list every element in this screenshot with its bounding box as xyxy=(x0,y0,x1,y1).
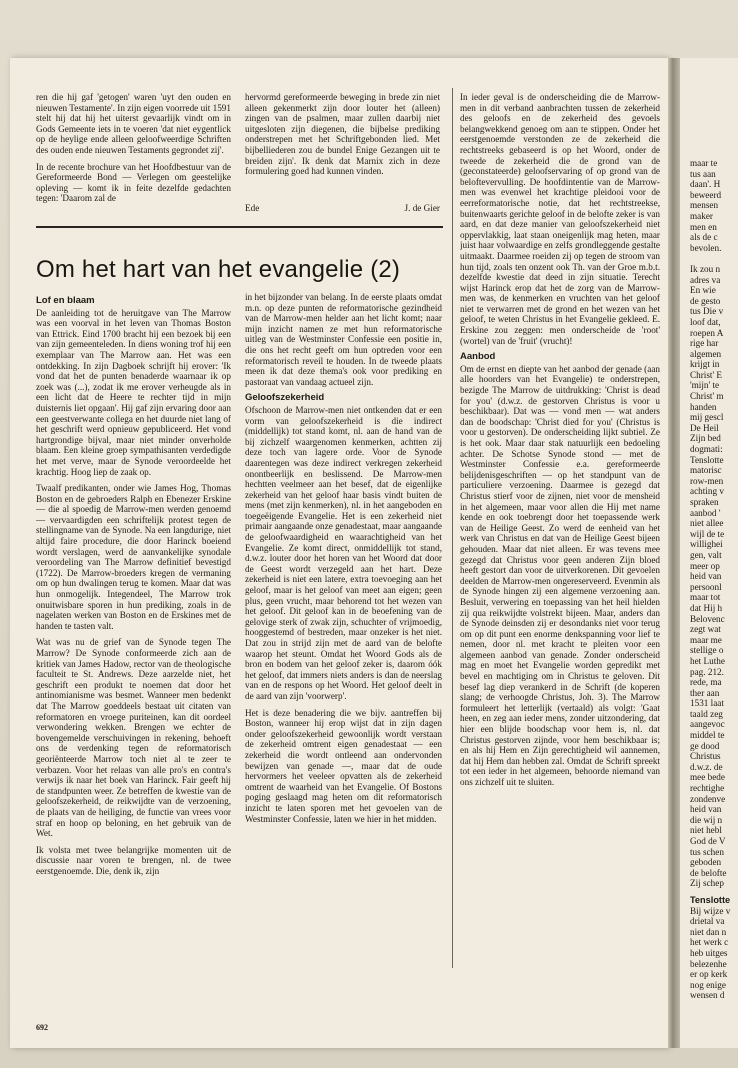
book-gutter xyxy=(668,58,680,1048)
text-line: matorisc xyxy=(690,465,722,476)
text-line: maar me xyxy=(690,634,722,645)
text-line: aangevoc xyxy=(690,719,725,730)
paragraph: Ik volsta met twee belangrijke momenten uit de discussie naar voren te brengen, nl. de twee eerstgenoemde. Die, denk ik, zijn xyxy=(36,844,231,876)
text-line: meer op xyxy=(690,560,720,571)
text-line: spraken xyxy=(690,497,719,507)
text-line: niet hebl xyxy=(690,825,722,836)
text-line: tus Die v xyxy=(690,306,724,317)
text-line: belezenhe xyxy=(690,958,727,969)
paragraph: Twaalf predikanten, onder wie James Hog, Thomas Boston en de gebroeders Ralph en Ebenezer Erskine — die al spoedig de Marrow-men werden genoemd — vervaardigden een schriftelijk protest tegen de stellingname van de Synode. Na een langdurige, niet altijd faire procedure, die door Harinck boeiend wordt verslagen, werd de aanvankelijke synodale veroordeling van The Marrow definitief bevestigd (1722). De Marrow-broeders kregen de vermaning om op hun dwalingen terug te komen. Maar dat was hun onmogelijk. Integendeel, The Marrow trok onuitwisbare sporen in hun prediking, zoals in de nagelaten werken van Boston en de Erskines met de handen te tasten valt. xyxy=(36,483,231,631)
text-line: als de c xyxy=(690,232,718,243)
text-line: pag. 212. xyxy=(690,666,724,677)
article-column-1 xyxy=(36,292,231,992)
text-line: niet dan n xyxy=(690,926,727,937)
next-page-column xyxy=(690,158,738,1001)
paragraph: In ieder geval is de onderscheiding die de Marrow-men in dit verband aanbrachten tussen de zekerheid des geloofs en de zekerheid des gevoels belangwekkend genoeg om aan te stippen. Onder het eerstgenoemde verstonden ze de zekerheid die rechtstreeks gebaseerd is op het Woord, onder de tweede de zekerheid die de grond van de (geconstateerde) geloofservaring of op grond van de beloftevervulling. De hoofdintentie van de Marrow-men was evenwel het krachtige pleidooi voor de eerreformatorische notie, dat het rechtstreekse, buitenwaarts gerichte geloof in de belofte zeker is van aard, en dat deze manier van geloofszekerheid niet oppervlakkig, laat staan oneigenlijk mag heten, maar juist haar volwaardige en zelfs grondleggende gestalte uitmaakt. Daarmee roeiden zij op tegen de stroom van hun tijd, zoals ten onzent ook Th. van der Groe m.b.t. dezelfde kwestie dat deed in zijn situatie. Terecht wijst Harinck erop dat het de zorg van de Marrow-men was, de kenmerken en vruchten van het geloof niet te verwarren met de grond en het wezen van het geloof, te weten Christus in het Evangelie gekleed. E. Erskine zou zeggen: men onderscheide de 'root' (wortel) van de 'fruit' (vrucht)! xyxy=(460,92,660,346)
spacer xyxy=(690,253,738,264)
text-line: heb uitges xyxy=(690,947,728,958)
previous-article-column-1 xyxy=(36,92,231,212)
text-line: persoonl xyxy=(690,581,722,592)
text-line: de belofte xyxy=(690,867,727,878)
text-line: aanbod ' xyxy=(690,507,721,518)
text-line: Zij schep xyxy=(690,878,724,889)
text-line: rede, ma xyxy=(690,677,722,688)
text-line: mij gescl xyxy=(690,412,724,423)
article-column-2 xyxy=(245,292,442,1012)
text-line: mee bede xyxy=(690,772,725,783)
text-line: loof dat, xyxy=(690,316,721,327)
signature-place: Ede xyxy=(245,203,260,213)
text-line: Christus xyxy=(690,751,721,762)
text-line: roepen A xyxy=(690,327,724,338)
text-line: Tenslotte xyxy=(690,454,724,465)
text-line: God de V xyxy=(690,836,726,846)
text-line: 'mijn' te xyxy=(690,380,720,391)
text-line: middel te xyxy=(690,730,725,741)
paragraph: Wat was nu de grief van de Synode tegen The Marrow? De Synode conformeerde zich aan de kritiek van James Hadow, rector van de theologische faculteit te St. Andrews. Deze aarzelde niet, het geschrift een produkt te noemen dat door het antinomianisme was besmet. Wanneer men bedenkt dat The Marrow goeddeels bestaat uit citaten van reformatoren en vroege puriteinen, kan dit oordeel verwondering wekken. Brengen we echter de bovengemelde verschuivingen in rekening, behoeft ons de verdenking tegen de reformatorisch georiënteerde Marrow toch niet al te zeer te verbazen. Voor het relaas van alle pro's en contra's verwijs ik naar het boek van Harinck. Fair geeft hij de standpunten weer. Ze betreffen de kwestie van de geloofszekerheid, de reikwijdte van de verzoening, de plaats van de heiliging, de functie van vrees voor straf en hoop op beloning, en het gebruik van de Wet. xyxy=(36,637,231,839)
text-line: beweerd xyxy=(690,189,722,200)
text-line: handen xyxy=(690,401,717,412)
text-line: 1531 laat xyxy=(690,698,724,709)
text-line: taald zeg xyxy=(690,708,723,719)
text-line: de gesto xyxy=(690,295,721,306)
text-line: gen, valt xyxy=(690,549,722,560)
section-divider xyxy=(36,226,443,228)
text-line: het werk c xyxy=(690,937,729,948)
text-line: heid van xyxy=(690,571,722,582)
text-line: tus schen xyxy=(690,846,724,857)
subheading: Geloofszekerheid xyxy=(245,392,325,404)
text-line: wensen d xyxy=(690,990,725,1001)
text-line: nog enige xyxy=(690,979,726,990)
column-divider xyxy=(452,88,453,968)
text-line: Ik zou n xyxy=(690,263,721,274)
text-line: ther aan xyxy=(690,687,720,698)
text-line: maker xyxy=(690,210,713,221)
text-line: De Heil xyxy=(690,422,719,433)
text-line: Christ' E xyxy=(690,369,723,380)
previous-article-column-2 xyxy=(245,92,440,217)
text-line: Zijn bed xyxy=(690,433,721,444)
text-line: mensen xyxy=(690,200,719,211)
article-column-3 xyxy=(460,92,660,1022)
text-line: bevolen. xyxy=(690,242,722,253)
text-line: achting v xyxy=(690,486,724,497)
text-line: tus aan xyxy=(690,168,716,179)
text-line: willighei xyxy=(690,539,723,550)
paragraph: in het bijzonder van belang. In de eerste plaats omdat m.n. op deze punten de reformatorische gezindheid van de Marrow-men helder aan het licht komt; naar mijn inzicht namen ze met hun reformatorische uitleg van de Westminster Confessie een positie in, die ons het recht geeft om hun optreden voor een reformatorisch reveil te houden. In de tweede plaats meen ik dat deze thema's ook voor prediking en pastoraat van vandaag actueel zijn. xyxy=(245,292,442,387)
page-number: 692 xyxy=(36,1023,48,1032)
text-line: d.w.z. de xyxy=(690,761,723,772)
text-line: niet allee xyxy=(690,518,724,529)
text-line: Christ' m xyxy=(690,391,724,402)
text-line: rechtighe xyxy=(690,783,725,794)
text-line: geboden xyxy=(690,857,722,868)
text-line: er op kerk xyxy=(690,969,728,980)
subheading: Lof en blaam xyxy=(36,295,95,306)
text-line: stellige o xyxy=(690,645,724,656)
text-line: men en xyxy=(690,221,717,232)
text-line: adres va xyxy=(690,274,721,285)
paragraph: hervormd gereformeerde beweging in brede zin niet alleen gekenmerkt zijn door louter het (alleen) zingen van de psalmen, maar zullen daarbij niet uitgesloten zijn diegenen, die bijbelse prediking onderstrepen met het Schriftgebonden lied. Met bijbelliederen zou de bundel Enige Gezangen uit te breiden zijn'. Ik denk dat Marnix zich in deze formulering goed had kunnen vinden. xyxy=(245,92,440,177)
text-line: Belovenc xyxy=(690,613,725,624)
text-line: zegt wat xyxy=(690,624,721,635)
text-line: krijgt in xyxy=(690,359,720,370)
text-line: wijl de te xyxy=(690,528,725,539)
signature-author: J. de Gier xyxy=(404,203,440,213)
text-line: zondenve xyxy=(690,793,726,804)
paragraph: De aanleiding tot de heruitgave van The Marrow was een voorval in het leven van Thomas Boston van Ettrick. Eind 1700 bracht hij een bezoek bij een van zijn gemeenteleden. In diens woning trof hij een exemplaar van The Marrow aan. Het was een ontdekking. In zijn Dagboek schrijft hij erover: 'Ik vond dat het de punten benaderde waarnaar ik op zoek was (...), zodat ik me erover verheugde als in een licht dat de Heere te rechter tijd in mijn duisternis liet opgaan'. Hij gaf zijn ervaring door aan een geestverwante collega en het duurde niet lang of het geschrift werd opnieuw gepubliceerd. Het vond hartgrondige bijval, maar niet minder onverholde blaam. Een kleine groep sympathisanten verdedigde het met verve, maar de Synode veroordeelde het krachtig. Hoog liep de zaak op. xyxy=(36,307,231,477)
subheading: Aanbod xyxy=(460,351,496,363)
text-line: heid van xyxy=(690,804,722,815)
subheading: Tenslotte xyxy=(690,894,731,905)
text-line: En wie xyxy=(690,285,716,296)
text-line: maar tot xyxy=(690,592,721,603)
article-title: Om het hart van het evangelie (2) xyxy=(36,256,401,283)
paragraph: Het is deze benadering die we bijv. aantreffen bij Boston, wanneer hij erop wijst dat in zijn dagen onder geloofszekerheid gewoonlijk wordt verstaan de zekerheid omtrent eigen genadestaat — een zekerheid die wordt ontleend aan ondervonden bewijzen van genade —, maar dat de oude hervormers het veeleer opvatten als de zekerheid omtrent de waarheid van het Evangelie. Of Bostons poging geslaagd mag heten om dit reformatorisch inzicht te laten sporen met het gevoelen van de Westminster Confessie, laten we hier in het midden. xyxy=(245,707,442,824)
text-line: maar te xyxy=(690,158,718,168)
text-line: dat Hij h xyxy=(690,602,723,613)
text-line: Bij wijze v xyxy=(690,905,731,916)
text-line: het Luthe xyxy=(690,655,725,666)
text-line: drietal va xyxy=(690,916,725,927)
text-line: die wij n xyxy=(690,814,723,825)
paragraph: ren die hij gaf 'getogen' waren 'uyt den ouden en nieuwen Testamente'. In zijn eigen voorrede uit 1591 stelt hij dat hij het uiterst gevaarlijk vindt om in Gods Gemeente iets in te voeren 'dat niet eygentlick op de heylige ende alleen geloofweerdige Schriften des ouden ende nieuwen Testaments gegrondet zij'. xyxy=(36,92,231,155)
paragraph: Ofschoon de Marrow-men niet ontkenden dat er een vorm van geloofszekerheid is die indirect (middellijk) tot stand komt, nl. aan de hand van de bij zichzelf waargenomen kenmerken, achtten zij deze toch van lagere orde. Voor de Synode daarentegen was deze indirect verkregen zekerheid onontbeerlijk en beslissend. De Marrow-men hechtten veelmeer aan het besef, dat de eigenlijke zekerheid van het geloof haar basis vindt buiten de mens (met zijn kenmerken), nl. in het aangeboden en toegeëigende Evangelie. Het is een zekerheid niet primair aangaande onze genadestaat, maar aangaande de geloofwaardigheid en waarachtigheid van het Evangelie. Ze komt direct, onmiddellijk tot stand, d.w.z. louter door het horen van het Woord dat door de Geest wordt verzegeld aan het hart. Deze zekerheid is niet een latere, extra toevoeging aan het geloof, maar is het geloof van meet aan eigen; geen plus, geen vrucht, maar behorend tot het wezen van het geloof. Dit geloof kan in de beoefening van de gelovige sterk of zwak zijn, schuchter of vrijmoedig, hooggestemd of bestreden, maar onzeker is het niet. Dat zou in strijd zijn met de aard van de belofte waarop het steunt. Omdat het Woord Gods als de bron en bodem van het geloof zeker is, daarom óók het geloof, dat immers niets anders is dan de neerslag van en de respons op het Woord. Het geloof deelt in de aard van zijn 'voorwerp'. xyxy=(245,404,442,701)
paragraph: Om de ernst en diepte van het aanbod der genade (aan alle hoorders van het Evangelie) te onderstrepen, bezigde The Marrow de uitdrukking: 'Christ is dead for you' (d.w.z. de gestorven Christus is voor u beschikbaar). Dat was — vond men — wat anders dan de boodschap: 'Christ died for you' (Christus is voor u gestorven). De onderscheiding lijkt subtiel. Ze is het ook. Maar daar stak natuurlijk een bedoeling achter. De Schotse Synode stond — met de Westminster Confessie e.a. gereformeerde belijdenisgeschriften — op het standpunt van de particuliere verzoening. Daarmee is gezegd dat Christus stierf voor de zijnen, niet voor de mensheid in het algemeen, maar voor allen die Hij met name kende en ook toebrengt door het toepassende werk van de Heilige Geest. Zo werd de eenheid van het werk van Christus en dat van de Heilige Geest bijeen gehouden. Maar dat niet alleen. Er was tevens mee gezegd dat Christus voor geen anderen Zijn bloed heeft gestort dan voor de uitverkorenen. Dit gevoelen deelden de Marrow-men ongereserveerd. Evenmin als de Synode hingen zij een algemene verzoening aan. Besluit, verwering en toepassing van het heil hielden zij qua reikwijdte volstrekt bijeen. Maar, anders dan de Synode deinsden zij er desondanks niet voor terug om op dit punt een enorme denkspanning voor lief te nemen, door nl. met kracht te pleiten voor een algemeen aanbod van genade. Zonder onderscheid mag en moet het Evangelie worden gepredikt met bevel en machtiging om in Christus te geloven. Dit besef lag diep verankerd in de Schrift (de koperen slang; de verhoogde Christus, Joh. 3). The Marrow formuleert het letterlijk (vertaald) als volgt: 'Gaat heen, en zeg aan ieder mens, zonder uitzondering, dat hier een blijde boodschap voor hem is, nl. dat Christus gestorven zijnde, voor hem beschikbaar is; en als hij Hem en Zijn gerechtigheid wil aannemen, dat hij Hem dan hebben zal. Omdat de Schrift spreekt tot een ieder in het algemeen, behoorde niemand van ons zichzelf uit te sluiten. xyxy=(460,363,660,787)
right-page xyxy=(680,58,738,1048)
text-line: rige har xyxy=(690,338,719,349)
text-line: ge dood xyxy=(690,740,720,751)
paragraph: In de recente brochure van het Hoofdbestuur van de Gereformeerde Bond — Verlegen om geestelijke opleving — komt ik in feite dezelfde gedachten tegen: 'Daarom zal de xyxy=(36,161,231,204)
text-line: algemen xyxy=(690,348,722,359)
text-line: row-men xyxy=(690,475,724,486)
text-line: daan'. H xyxy=(690,179,721,190)
text-line: dogmati: xyxy=(690,444,723,455)
